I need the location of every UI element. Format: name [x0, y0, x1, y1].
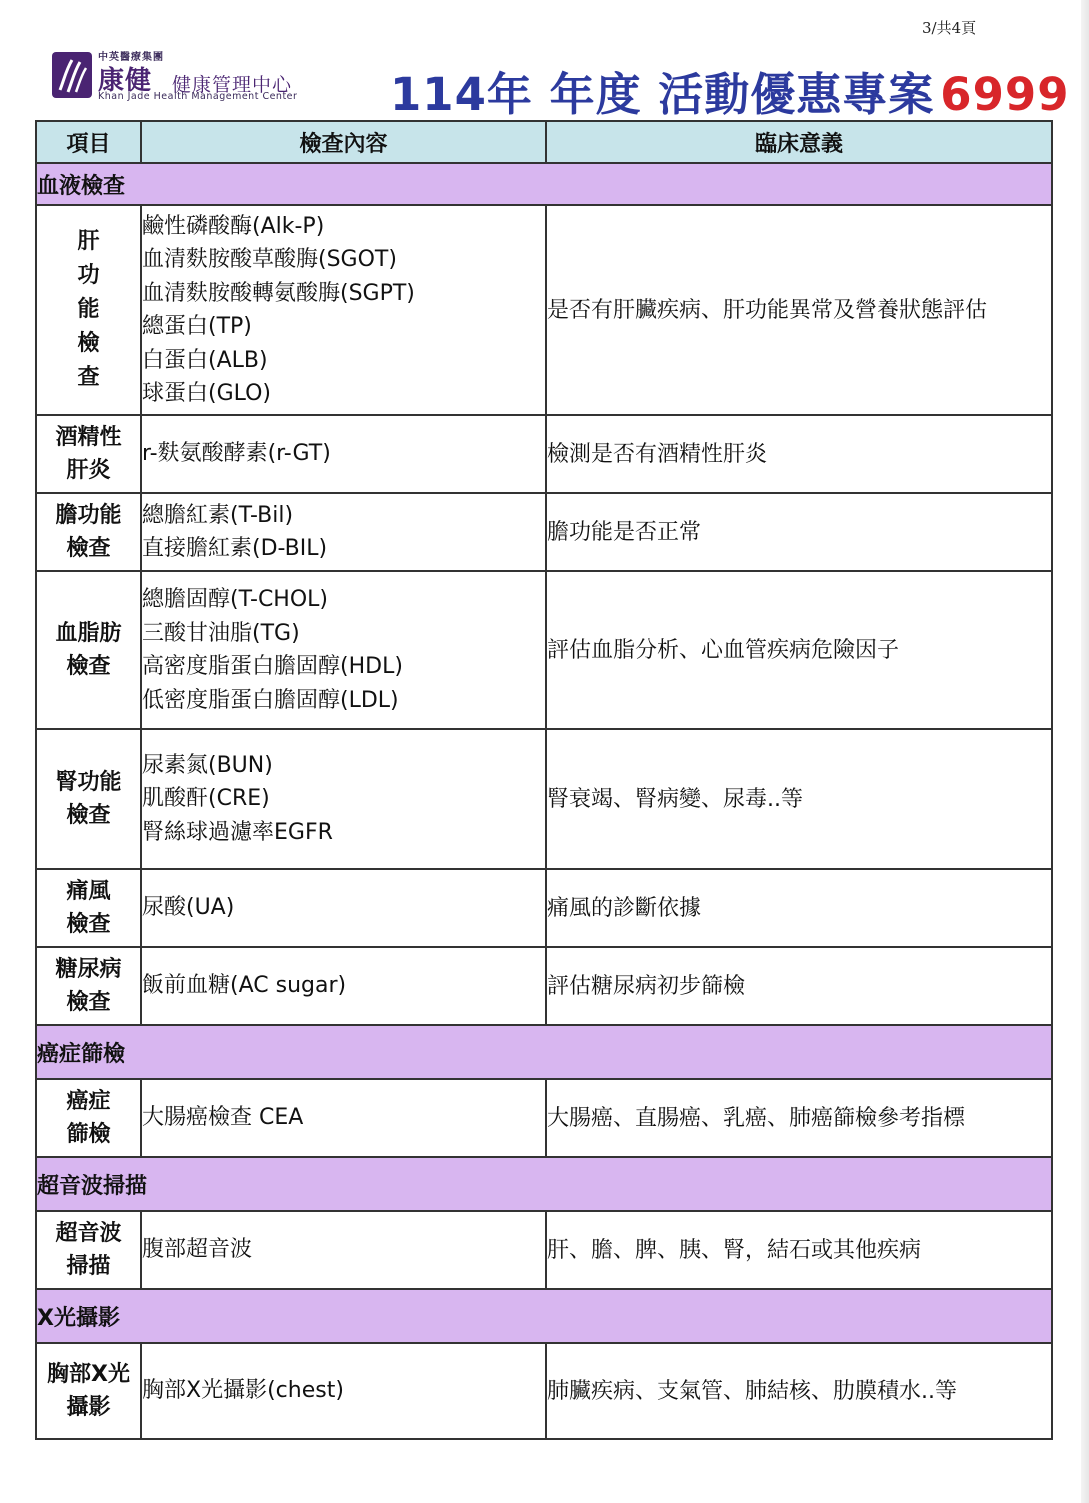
row-meaning: 評估糖尿病初步篩檢	[546, 947, 1052, 1025]
section-cancer: 癌症篩檢	[36, 1025, 1052, 1079]
exam-table	[35, 120, 1053, 1440]
table-row-alcohol	[36, 415, 1052, 493]
header-content: 檢查內容	[141, 121, 546, 163]
row-content: r-麩氨酸酵素(r-GT)	[141, 415, 546, 493]
logo-subtitle: 健康管理中心	[172, 74, 293, 96]
logo-mark-icon	[52, 52, 92, 98]
table-header-row	[36, 121, 1052, 163]
row-meaning: 痛風的診斷依據	[546, 869, 1052, 947]
title-price: 6999	[940, 68, 1070, 121]
row-meaning: 膽功能是否正常	[546, 493, 1052, 571]
table-row-kidney	[36, 729, 1052, 869]
section-row-blood	[36, 163, 1052, 205]
table-row-diabetes	[36, 947, 1052, 1025]
section-row-ultrasound	[36, 1157, 1052, 1211]
section-blood: 血液檢查	[36, 163, 1052, 205]
row-item: 胸部X光 攝影	[36, 1343, 141, 1439]
row-item: 糖尿病 檢查	[36, 947, 141, 1025]
table-row-liver	[36, 205, 1052, 415]
row-meaning: 評估血脂分析、心血管疾病危險因子	[546, 571, 1052, 729]
row-meaning: 腎衰竭、腎病變、尿毒..等	[546, 729, 1052, 869]
row-content: 胸部X光攝影(chest)	[141, 1343, 546, 1439]
row-item: 酒精性 肝炎	[36, 415, 141, 493]
company-logo	[52, 48, 352, 104]
title-main: 114年 年度 活動優惠專案	[390, 68, 935, 121]
row-meaning: 大腸癌、直腸癌、乳癌、肺癌篩檢參考指標	[546, 1079, 1052, 1157]
row-item: 超音波 掃描	[36, 1211, 141, 1289]
row-item: 痛風 檢查	[36, 869, 141, 947]
logo-english-name: Khan Jade Health Management Center	[98, 91, 298, 102]
table-row-bile	[36, 493, 1052, 571]
section-ultrasound: 超音波掃描	[36, 1157, 1052, 1211]
row-content: 尿酸(UA)	[141, 869, 546, 947]
header-item: 項目	[36, 121, 141, 163]
row-content: 飯前血糖(AC sugar)	[141, 947, 546, 1025]
page-edge	[1081, 0, 1089, 1503]
section-xray: X光攝影	[36, 1289, 1052, 1343]
row-item: 肝 功 能 檢 查	[36, 205, 141, 415]
row-meaning: 檢測是否有酒精性肝炎	[546, 415, 1052, 493]
table-row-ultrasound	[36, 1211, 1052, 1289]
row-meaning: 肝、膽、脾、胰、腎，結石或其他疾病	[546, 1211, 1052, 1289]
row-content: 鹼性磷酸酶(Alk-P) 血清麩胺酸草酸脢(SGOT) 血清麩胺酸轉氨酸脢(SGPT) 總蛋白(TP) 白蛋白(ALB) 球蛋白(GLO)	[141, 205, 546, 415]
section-row-cancer	[36, 1025, 1052, 1079]
page-number: 3/共4頁	[922, 19, 977, 37]
row-content: 腹部超音波	[141, 1211, 546, 1289]
table-row-gout	[36, 869, 1052, 947]
row-content: 總膽紅素(T-Bil) 直接膽紅素(D-BIL)	[141, 493, 546, 571]
table-row-lipid	[36, 571, 1052, 729]
row-content: 大腸癌檢查 CEA	[141, 1079, 546, 1157]
row-item: 腎功能 檢查	[36, 729, 141, 869]
row-content: 尿素氮(BUN) 肌酸酐(CRE) 腎絲球過濾率EGFR	[141, 729, 546, 869]
logo-group-name: 中英醫療集團	[98, 52, 164, 63]
header-meaning: 臨床意義	[546, 121, 1052, 163]
table-row-cancer	[36, 1079, 1052, 1157]
page-title	[390, 58, 1070, 123]
row-item: 血脂肪 檢查	[36, 571, 141, 729]
row-item: 癌症 篩檢	[36, 1079, 141, 1157]
table-row-xray	[36, 1343, 1052, 1439]
row-content: 總膽固醇(T-CHOL) 三酸甘油脂(TG) 高密度脂蛋白膽固醇(HDL) 低密度脂蛋白膽固醇(LDL)	[141, 571, 546, 729]
section-row-xray	[36, 1289, 1052, 1343]
row-item: 膽功能 檢查	[36, 493, 141, 571]
logo-brand-name: 康健	[98, 66, 153, 96]
row-meaning: 肺臟疾病、支氣管、肺結核、肋膜積水..等	[546, 1343, 1052, 1439]
row-meaning: 是否有肝臟疾病、肝功能異常及營養狀態評估	[546, 205, 1052, 415]
